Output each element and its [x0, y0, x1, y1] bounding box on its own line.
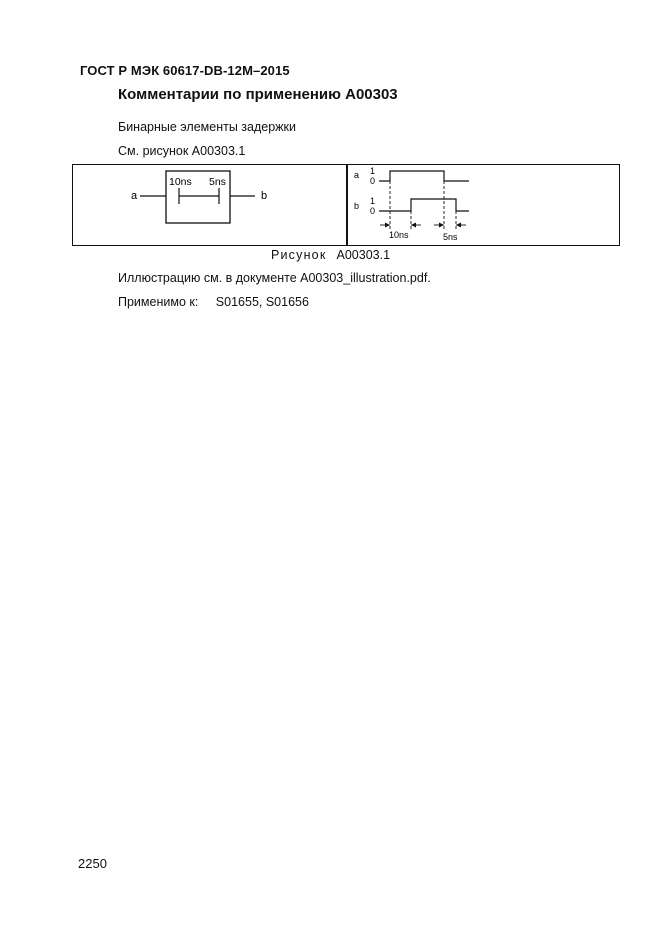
section-title: Комментарии по применению A00303	[118, 86, 398, 103]
applicable-values: S01655, S01656	[215, 295, 309, 309]
figure-caption-word: Рисунок	[270, 248, 327, 262]
description-line: Бинарные элементы задержки	[118, 120, 296, 134]
document-header: ГОСТ Р МЭК 60617-DB-12M–2015	[80, 63, 290, 78]
figure-table	[72, 164, 620, 246]
figure-reference: См. рисунок A00303.1	[118, 144, 246, 158]
symbol-output-label: b	[261, 190, 268, 202]
timing-a-high-label: 1	[370, 166, 376, 176]
timing-b-low-label: 0	[370, 206, 376, 216]
figure-caption	[0, 248, 661, 262]
waveform-a	[379, 171, 469, 181]
timing-a-low-label: 0	[370, 176, 376, 186]
delay1-dimension	[380, 223, 421, 228]
symbol-delay2-label: 5ns	[209, 176, 226, 188]
page-number: 2250	[78, 856, 107, 871]
figure-caption-id: A00303.1	[336, 248, 391, 262]
applicable-label: Применимо к:	[118, 295, 199, 309]
timing-diagram	[348, 165, 618, 245]
delay-element-symbol	[73, 165, 345, 245]
timing-signal-a-label: a	[354, 170, 360, 180]
timing-b-high-label: 1	[370, 196, 376, 206]
applicable-line	[118, 295, 309, 309]
illustration-reference: Иллюстрацию см. в документе A00303_illustration.pdf.	[118, 271, 431, 285]
timing-delay2-label: 5ns	[443, 232, 458, 242]
symbol-delay1-label: 10ns	[169, 176, 192, 188]
symbol-input-label: a	[131, 190, 138, 202]
timing-delay1-label: 10ns	[389, 230, 409, 240]
timing-signal-b-label: b	[354, 201, 360, 211]
delay2-dimension	[434, 223, 466, 228]
waveform-b	[379, 199, 469, 211]
